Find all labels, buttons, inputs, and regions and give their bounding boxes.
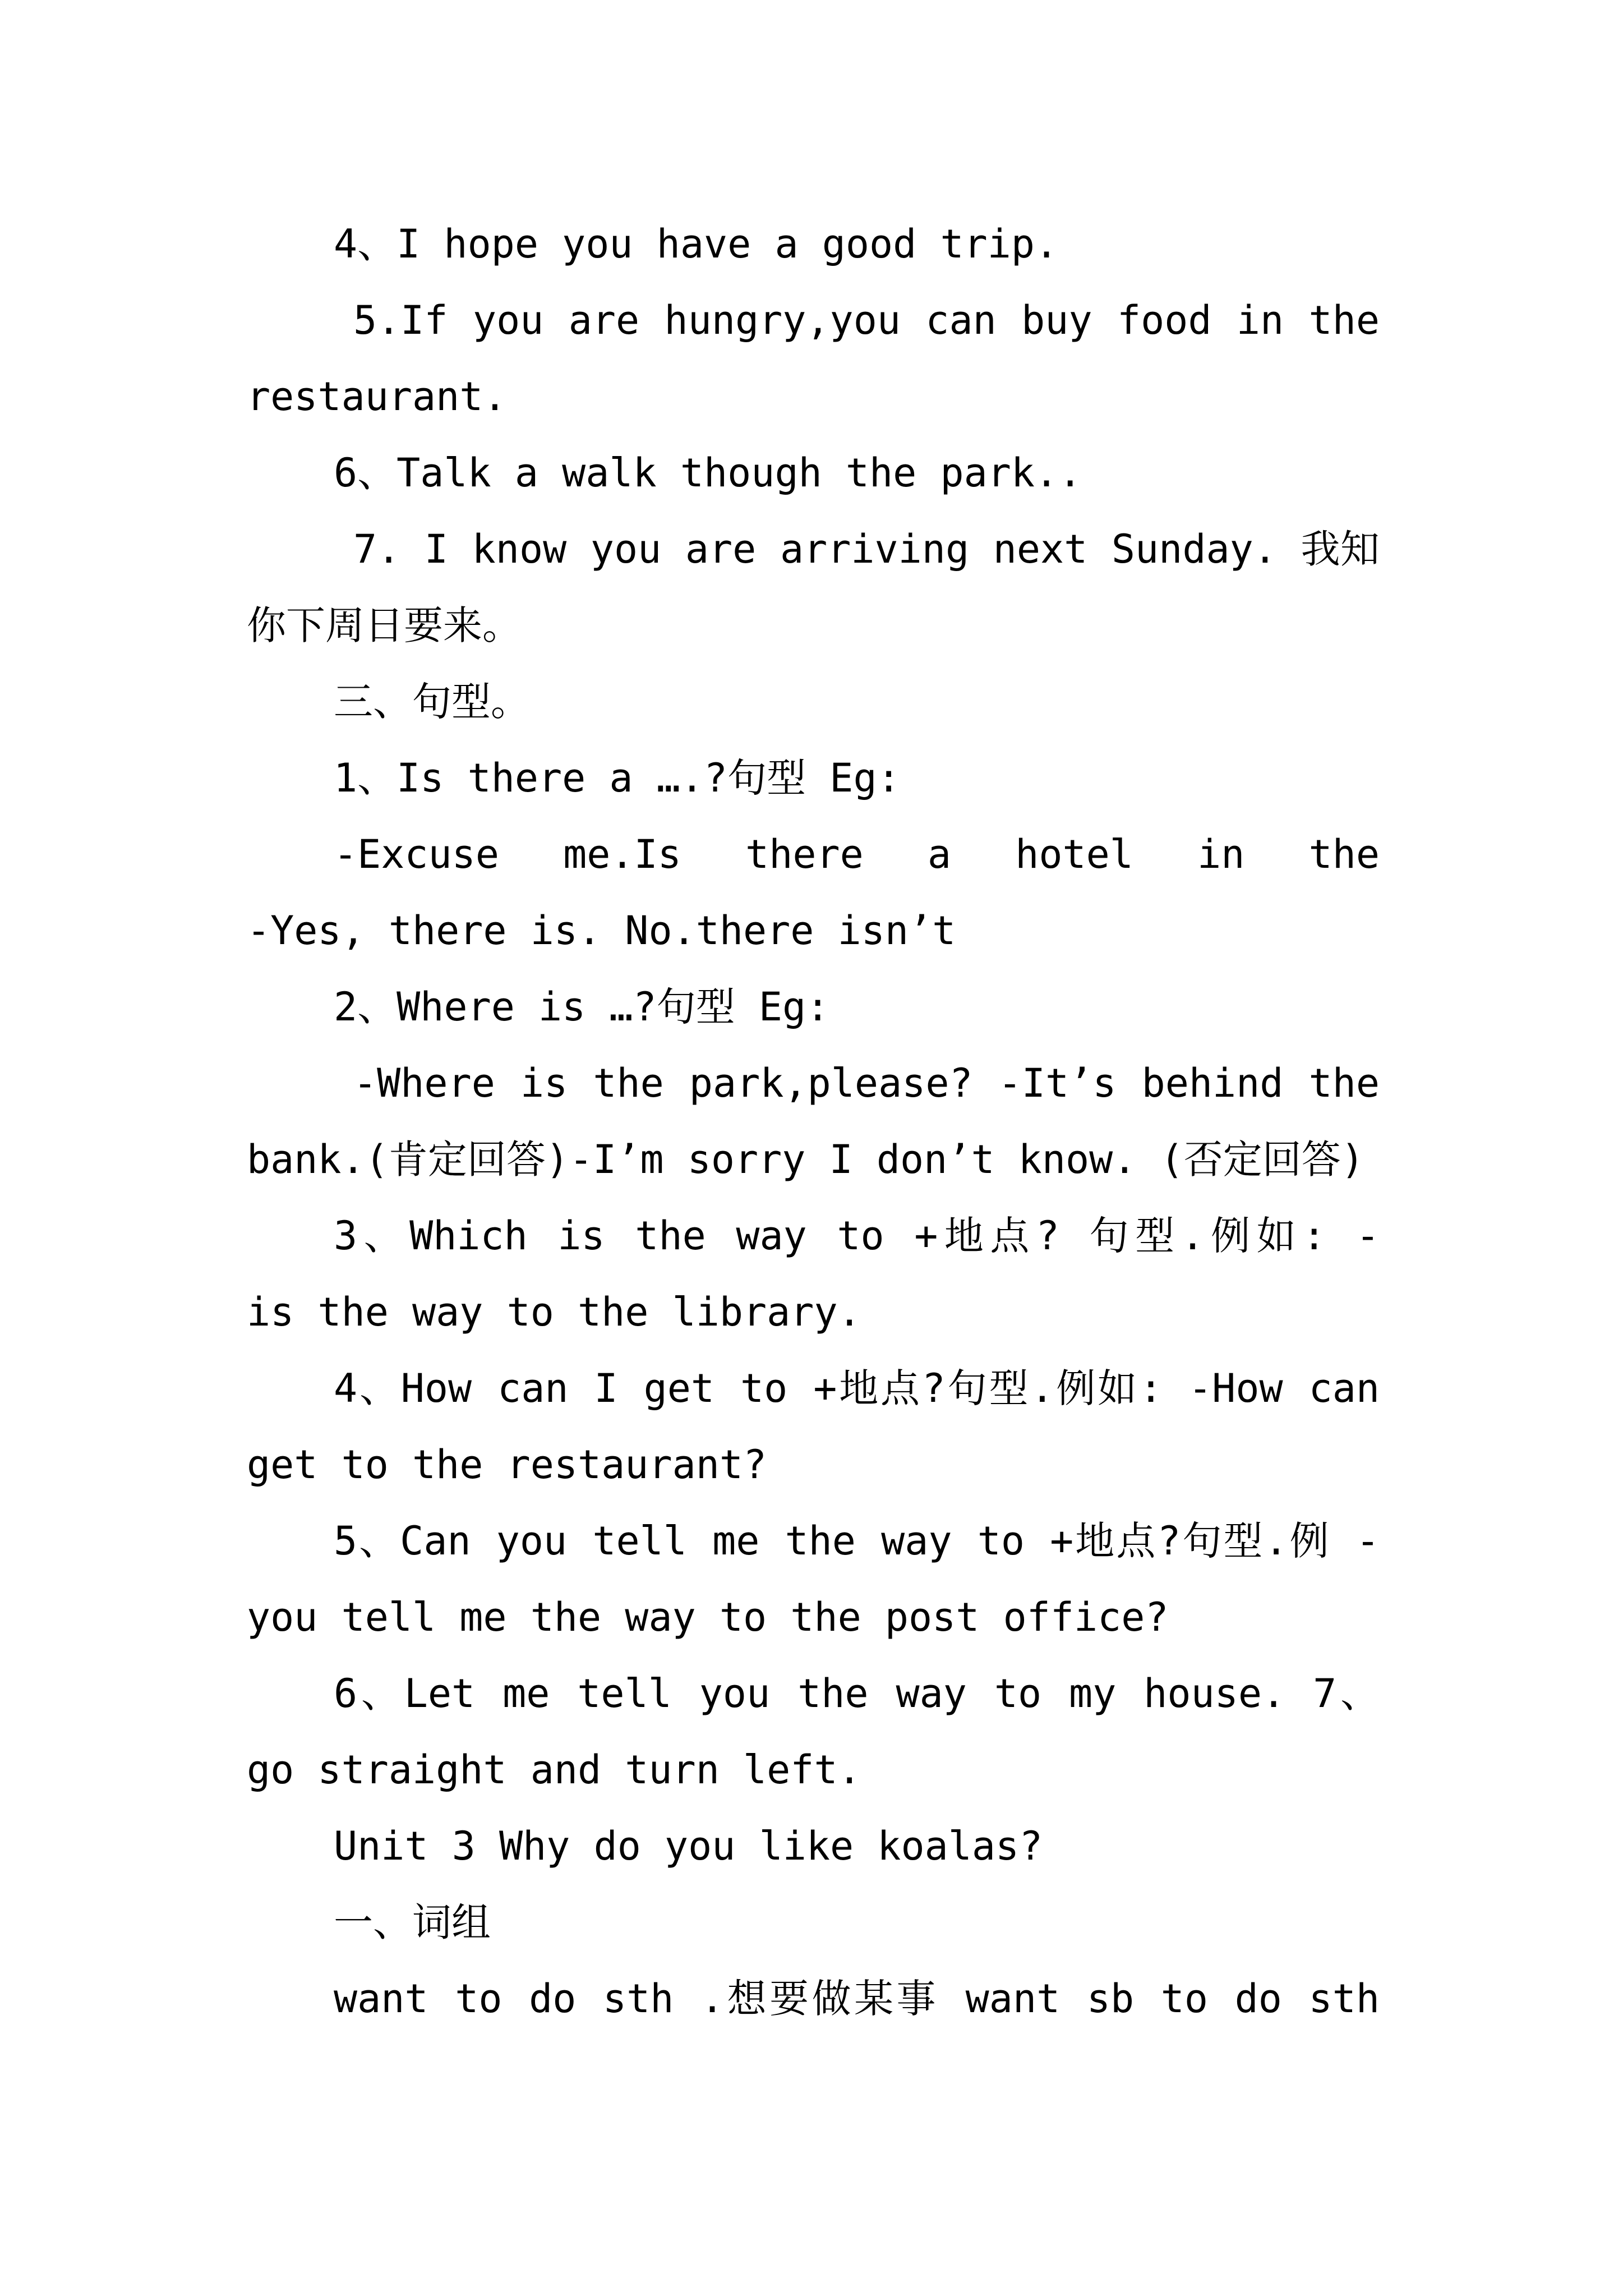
text-line: 7. I know you are arriving next Sunday. 我知 [353, 526, 1380, 572]
text-line: 6、Let me tell you the way to my house. 7、 [334, 1671, 1380, 1717]
section-heading: 三、句型。 [334, 679, 530, 725]
text-line: want to do sth .想要做某事 want sb to do sth [334, 1976, 1380, 2022]
text-line: go straight and turn left. [247, 1747, 861, 1793]
text-line: 3、Which is the way to +地点? 句型.例如: - [334, 1213, 1380, 1259]
text-line: 5.If you are hungry,you can buy food in the [353, 297, 1380, 343]
text-line: bank.(肯定回答)-I’m sorry I don’t know. (否定回答) [247, 1137, 1364, 1182]
unit-heading: Unit 3 Why do you like koalas? [334, 1823, 1043, 1869]
text-line: get to the restaurant? [247, 1442, 767, 1488]
section-heading: 一、词组 [334, 1899, 491, 1945]
text-line: 6、Talk a walk though the park.. [334, 450, 1082, 496]
text-line: 2、Where is …?句型 Eg: [334, 984, 830, 1030]
text-line: -Where is the park,please? -It’s behind the [353, 1060, 1380, 1106]
text-line: is the way to the library. [247, 1289, 861, 1335]
text-line: restaurant. [247, 374, 507, 420]
text-line: you tell me the way to the post office? [247, 1594, 1169, 1640]
text-line: 4、How can I get to +地点?句型.例如: -How can [334, 1365, 1380, 1411]
text-line: -Excuse me.Is there a hotel in the [334, 831, 1380, 877]
text-line: -Yes, there is. No.there isn’t [247, 908, 956, 954]
text-line: 你下周日要来。 [247, 602, 522, 648]
text-line: 1、Is there a ….?句型 Eg: [334, 755, 901, 801]
text-line: 5、Can you tell me the way to +地点?句型.例 - [334, 1518, 1380, 1564]
text-line: 4、I hope you have a good trip. [334, 221, 1059, 267]
